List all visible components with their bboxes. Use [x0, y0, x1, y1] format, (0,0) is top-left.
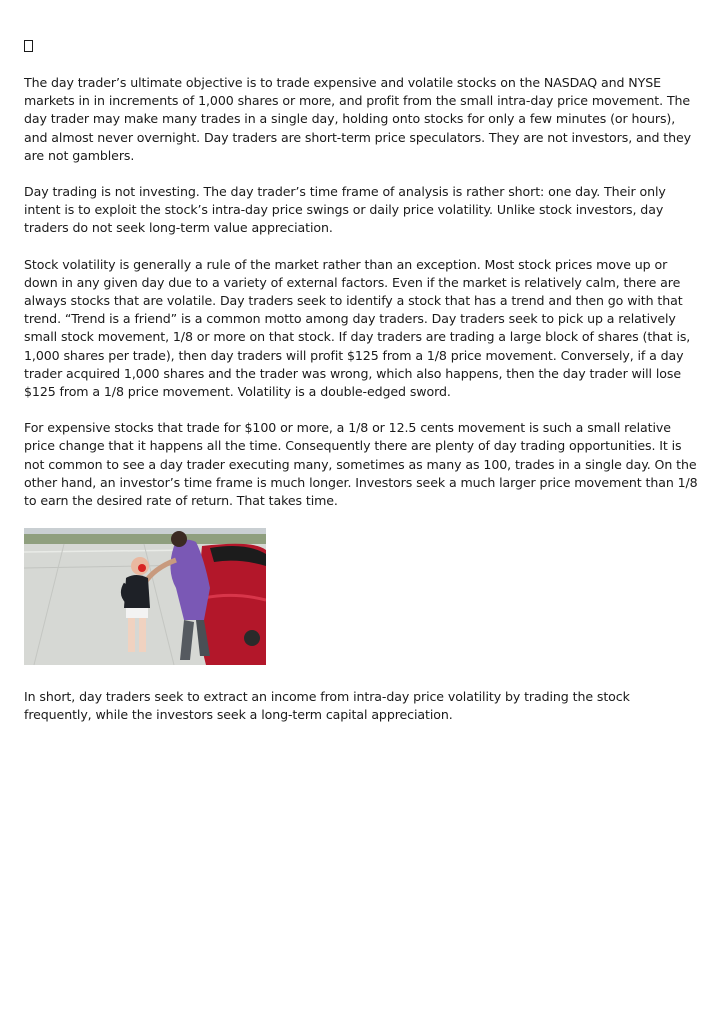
paragraph-5: In short, day traders seek to extract an income from intra-day price volatility by trading the stock frequently, while the investors seek a long-term capital appreciation.	[24, 689, 630, 723]
paragraph-1: The day trader’s ultimate objective is to trade expensive and volatile stocks on the NASDAQ and NYSE markets in in increments of 1,000 shares or more, and profit from the small intra-day price movement. The day trader may make many trades in a single day, holding onto stocks for only a few minutes (or hours), and almost never overnight. Day traders are short-term price speculators. They are not investors, and they are not gamblers.	[24, 75, 692, 163]
paragraph-3-start: Stock volatility	[24, 256, 120, 272]
document-page	[24, 40, 700, 743]
missing-glyph-icon	[24, 40, 33, 52]
paragraph-3-rest: is generally a rule of the market rather than an exception. Most stock prices move up or down in any given day due to a variety of external factors. Even if the market is relatively calm, there are always stocks that are volatile. Day traders seek to identify a stock that has a trend and then go with that trend. “Trend is a friend” is a common motto among day traders. Day traders seek to pick up a relatively small stock movement, 1/8 or more on that stock. If day traders are trading a large block of shares (that is, 1,000 shares per trade), then day traders will profit $125 from a 1/8 price movement. Conversely, if a day trader acquired 1,000 shares and the trader was wrong, which also happens, then the day trader will lose $125 from a 1/8 price movement. Volatility is a double-edged sword.	[24, 256, 691, 400]
paragraph-3	[24, 256, 700, 402]
paragraph-4: For expensive stocks that trade for $100 or more, a 1/8 or 12.5 cents movement is such a small relative price change that it happens all the time. Consequently there are plenty of day trading opportunities. It is not common to see a day trader executing many, sometimes as many as 100, trades in a single day. On the other hand, an investor’s time frame is much longer. Investors seek a much larger price movement than 1/8 to earn the desired rate of return. That takes time.	[24, 420, 698, 509]
article-photo	[24, 528, 266, 665]
paragraph-2: Day trading is not investing. The day trader’s time frame of analysis is rather short: one day. Their only intent is to exploit the stock’s intra-day price swings or daily price volatility. Unlike stock investors, day traders do not seek long-term value appreciation.	[24, 184, 666, 236]
